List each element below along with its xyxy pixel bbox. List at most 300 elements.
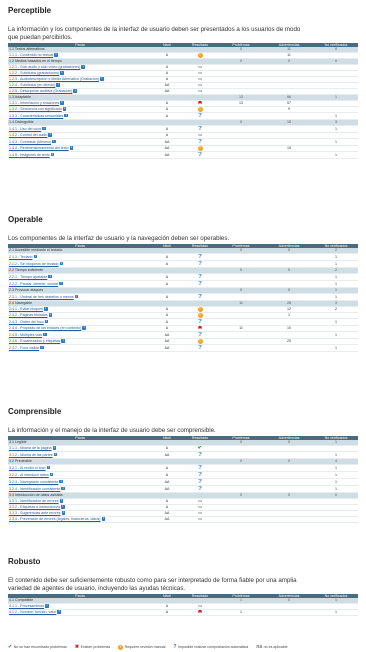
criterion-link[interactable]: 1.2.1 - Sólo audio y sólo vídeo (grabaciones): [9, 65, 81, 69]
section-description: [8, 427, 358, 435]
criterion-link[interactable]: 1.2.4 - Subtítulos (en directo): [9, 83, 56, 87]
info-icon[interactable]: i: [101, 76, 103, 81]
result-q-icon: ?: [198, 260, 202, 267]
legend-q-icon: ?: [173, 643, 177, 650]
info-icon[interactable]: i: [52, 151, 53, 156]
legend-label: Existen problemas: [80, 645, 111, 649]
criterion-unverified: 1: [314, 281, 358, 288]
group-name: 3.1 Legible: [8, 440, 152, 446]
result-not-applicable-icon: na: [198, 77, 202, 81]
result-q-icon: ?: [198, 331, 202, 338]
result-warn-icon: !: [199, 146, 201, 150]
criterion-warnings: 25: [264, 339, 314, 345]
group-warnings: 15: [264, 120, 314, 126]
result-fail-icon: ✖: [197, 100, 203, 106]
criterion-problems: [218, 517, 264, 523]
column-header: No verificados: [314, 594, 358, 598]
criterion-problems: [218, 332, 264, 339]
info-icon[interactable]: i: [58, 609, 60, 614]
criterion-warnings: 15: [264, 146, 314, 152]
criterion-unverified: 1: [314, 126, 358, 133]
group-warnings: 0: [264, 598, 314, 604]
info-icon[interactable]: i: [61, 70, 63, 75]
column-header: Pauta: [8, 244, 152, 248]
criterion-link[interactable]: 3.1.2 - Idioma de las partes: [9, 452, 53, 457]
criterion-level: A: [152, 113, 182, 120]
group-problems: 13: [218, 95, 264, 101]
criterion-level: A: [152, 71, 182, 77]
criterion-link[interactable]: 1.4.3 - Contraste (Mínimo): [9, 139, 51, 144]
group-warnings: 66: [264, 95, 314, 101]
criterion-level: AA: [152, 152, 182, 159]
criterion-problems: [218, 281, 264, 288]
info-icon[interactable]: i: [49, 312, 51, 317]
criterion-warnings: 10: [264, 326, 314, 332]
criterion-link[interactable]: 2.4.7 - Foco visible: [9, 345, 40, 350]
info-icon[interactable]: i: [43, 125, 45, 130]
criterion-level: A: [152, 281, 182, 288]
result-q-icon: ?: [198, 253, 202, 260]
criterion-link[interactable]: 2.2.2 - Pausar, detener, ocultar: [9, 281, 59, 286]
criterion-warnings: [264, 479, 314, 486]
group-unverified: 1: [314, 288, 358, 294]
criterion-name: [8, 610, 152, 616]
criterion-unverified: 1: [314, 113, 358, 120]
result-not-applicable-icon: na: [198, 517, 202, 521]
column-header: Advertencias: [264, 594, 314, 598]
criterion-name: [8, 139, 152, 146]
info-icon[interactable]: i: [55, 52, 57, 57]
criterion-unverified: 1: [314, 479, 358, 486]
criterion-level: A: [152, 77, 182, 83]
section-operable: [0, 215, 366, 352]
criterion-problems: [218, 479, 264, 486]
criterion-unverified: 1: [314, 452, 358, 459]
criterion-level: AA: [152, 511, 182, 517]
criterion-warnings: [264, 472, 314, 479]
info-icon[interactable]: i: [76, 293, 77, 298]
criterion-level: AA: [152, 139, 182, 146]
criterion-level: A: [152, 505, 182, 511]
info-icon[interactable]: i: [47, 464, 49, 469]
criterion-level: A: [152, 610, 182, 616]
criterion-level: AA: [152, 332, 182, 339]
criterion-row: [8, 294, 358, 301]
criterion-name: [8, 281, 152, 288]
column-header: Resultado: [182, 244, 218, 248]
criterion-warnings: [264, 261, 314, 268]
group-problems: 0: [218, 268, 264, 274]
info-icon[interactable]: i: [64, 106, 65, 111]
section-robusto: [0, 557, 366, 616]
criterion-unverified: 1: [314, 152, 358, 159]
criterion-link[interactable]: 2.4.6 - Encabezados y etiquetas: [9, 339, 61, 343]
criterion-link[interactable]: 3.2.2 - Al introducir datos: [9, 472, 49, 477]
criterion-row: [8, 152, 358, 159]
criterion-problems: [218, 274, 264, 281]
criterion-problems: [218, 319, 264, 326]
group-unverified: 2: [314, 248, 358, 254]
criterion-unverified: 1: [314, 345, 358, 352]
criterion-link[interactable]: 1.4.1 - Uso del color: [9, 126, 42, 131]
result-not-applicable-icon: na: [198, 89, 202, 93]
criterion-level: AA: [152, 345, 182, 352]
result-q-icon: ?: [198, 151, 202, 158]
criterion-result: [182, 274, 218, 281]
group-name: 4.1 Compatible: [8, 598, 152, 604]
group-name: 1.1 Textos alternativos: [8, 47, 152, 53]
criterion-name: [8, 452, 152, 459]
info-icon[interactable]: i: [82, 64, 84, 69]
info-icon[interactable]: i: [74, 88, 76, 93]
column-header: Problemas: [218, 436, 264, 440]
criterion-name: [8, 345, 152, 352]
group-unverified: 0: [314, 493, 358, 499]
criterion-link[interactable]: 2.3.1 - Umbral de tres destellos o menos: [9, 294, 74, 299]
criterion-name: [8, 274, 152, 281]
criterion-name: [8, 319, 152, 326]
criterion-problems: [218, 345, 264, 352]
criterion-link[interactable]: 2.1.2 - Sin bloqueos de teclado: [9, 261, 59, 266]
criterion-level: A: [152, 472, 182, 479]
criterion-warnings: 1: [264, 313, 314, 319]
column-header: Pauta: [8, 594, 152, 598]
criterion-warnings: 9: [264, 107, 314, 113]
criterion-unverified: 1: [314, 139, 358, 146]
criterion-link[interactable]: 3.2.3 - Navegación consistente: [9, 479, 59, 484]
criterion-link[interactable]: 2.4.4 - Propósito de los enlaces (en contexto): [9, 326, 82, 330]
info-icon[interactable]: i: [57, 82, 59, 87]
criterion-warnings: [264, 452, 314, 459]
info-icon[interactable]: i: [49, 132, 51, 137]
section-title: Comprensible: [8, 407, 62, 416]
criterion-link[interactable]: 3.3.4 - Prevención de errores (legales, financieros, datos): [9, 517, 101, 521]
criterion-level: A: [152, 126, 182, 133]
result-q-icon: ?: [198, 112, 202, 119]
group-name: 1.4 Distinguible: [8, 120, 152, 126]
criterion-level: A: [152, 261, 182, 268]
criterion-result: [182, 472, 218, 479]
legend-label: Imposible realizar comprobación automática: [177, 645, 249, 649]
info-icon[interactable]: i: [45, 306, 47, 311]
criterion-link[interactable]: 4.1.1 - Procesamiento: [9, 604, 45, 608]
criterion-problems: [218, 152, 264, 159]
result-not-applicable-icon: na: [198, 499, 202, 503]
result-warn-icon: !: [199, 339, 201, 343]
group-warnings: 28: [264, 301, 314, 307]
info-icon[interactable]: i: [60, 260, 62, 265]
criterion-link[interactable]: 3.3.2 - Etiquetas o instrucciones: [9, 505, 61, 509]
section-description-line: La información y los componentes de la interfaz de usuario deben ser presentados a los usuarios de modo: [8, 26, 301, 33]
column-header: Nivel: [152, 594, 182, 598]
group-name: 3.2 Predecible: [8, 459, 152, 465]
legend-not-applicable-icon: na: [256, 644, 263, 650]
criterion-level: A: [152, 307, 182, 313]
group-problems: 0: [218, 440, 264, 446]
legend-item: [118, 645, 165, 650]
info-icon[interactable]: i: [41, 344, 43, 349]
criterion-link[interactable]: 1.2.2 - Subtítulos (grabaciones): [9, 71, 60, 75]
criterion-result: [182, 281, 218, 288]
column-header: Resultado: [182, 436, 218, 440]
criterion-link[interactable]: 2.2.1 - Tiempo ajustable: [9, 274, 48, 279]
criterion-result: [182, 610, 218, 616]
criterion-link[interactable]: 2.1.1 - Teclado: [9, 254, 33, 259]
column-header: No verificados: [314, 244, 358, 248]
info-icon[interactable]: i: [44, 331, 46, 336]
column-header: Advertencias: [264, 436, 314, 440]
column-header: Resultado: [182, 43, 218, 47]
group-name: 1.2 Medios basados en el tiempo: [8, 59, 152, 65]
result-not-applicable-icon: na: [198, 65, 202, 69]
criterion-link[interactable]: 4.1.2 - Nombre, función, valor: [9, 610, 57, 614]
criterion-warnings: [264, 126, 314, 133]
group-unverified: 0: [314, 47, 358, 53]
group-problems: 0: [218, 248, 264, 254]
info-icon[interactable]: i: [60, 498, 62, 503]
criterion-row: [8, 332, 358, 339]
group-name: 2.3 Provocar ataques: [8, 288, 152, 294]
section-description-line: variedad de agentes de usuario, incluyendo las ayudas técnicas.: [8, 585, 186, 592]
criterion-link[interactable]: 2.4.1 - Evitar bloques: [9, 307, 43, 311]
result-fail-icon: ✖: [197, 609, 203, 615]
info-icon[interactable]: i: [53, 138, 55, 143]
info-icon[interactable]: i: [102, 516, 104, 521]
criterion-row: [8, 479, 358, 486]
result-not-applicable-icon: na: [198, 71, 202, 75]
info-icon[interactable]: i: [61, 100, 63, 105]
group-problems: 0: [218, 59, 264, 65]
group-name: 2.2 Tiempo suficiente: [8, 268, 152, 274]
criterion-warnings: [264, 332, 314, 339]
column-header: Advertencias: [264, 43, 314, 47]
criterion-link[interactable]: 1.3.3 - Características sensoriales: [9, 113, 64, 118]
criterion-row: [8, 465, 358, 472]
result-not-applicable-icon: na: [198, 133, 202, 137]
info-icon[interactable]: i: [65, 112, 67, 117]
column-header: Problemas: [218, 43, 264, 47]
criterion-level: A: [152, 65, 182, 71]
criterion-link[interactable]: 1.4.4 - Redimensionamiento del texto: [9, 146, 69, 150]
info-icon[interactable]: i: [62, 510, 64, 515]
info-icon[interactable]: i: [83, 325, 85, 330]
result-warn-icon: !: [199, 53, 201, 57]
criterion-warnings: [264, 254, 314, 261]
criterion-name: [8, 472, 152, 479]
group-unverified: 0: [314, 59, 358, 65]
legend-label: No se han encontrado problemas: [13, 645, 67, 649]
criterion-level: AA: [152, 479, 182, 486]
criterion-row: [8, 319, 358, 326]
criterion-name: [8, 126, 152, 133]
criterion-warnings: [264, 274, 314, 281]
column-header: Pauta: [8, 43, 152, 47]
criterion-level: A: [152, 133, 182, 139]
criterion-unverified: 1: [314, 465, 358, 472]
criterion-unverified: 1: [314, 319, 358, 326]
info-icon[interactable]: i: [60, 280, 62, 285]
info-icon[interactable]: i: [46, 318, 47, 323]
group-warnings: 0: [264, 459, 314, 465]
info-icon[interactable]: i: [62, 504, 64, 509]
result-fail-icon: ✖: [197, 325, 203, 331]
criterion-name: [8, 486, 152, 493]
legend-label: no es aplicable: [263, 645, 288, 649]
criterion-warnings: [264, 281, 314, 288]
result-q-icon: ?: [198, 293, 202, 300]
group-problems: 11: [218, 301, 264, 307]
column-header: Problemas: [218, 594, 264, 598]
criterion-warnings: [264, 152, 314, 159]
result-q-icon: ?: [198, 344, 202, 351]
criterion-warnings: 57: [264, 101, 314, 107]
criterion-row: [8, 126, 358, 133]
info-icon[interactable]: i: [53, 445, 55, 450]
result-not-applicable-icon: na: [198, 505, 202, 509]
criterion-link[interactable]: 1.4.2 - Control del audio: [9, 133, 48, 137]
criterion-level: A: [152, 254, 182, 261]
legend-warn-icon: !: [119, 644, 122, 649]
criterion-level: A: [152, 313, 182, 319]
criterion-link[interactable]: 3.3.3 - Sugerencias ante errores: [9, 511, 61, 515]
info-icon[interactable]: i: [62, 338, 64, 343]
group-unverified: 1: [314, 598, 358, 604]
info-icon[interactable]: i: [70, 145, 72, 150]
result-not-applicable-icon: na: [198, 604, 202, 608]
group-unverified: 2: [314, 268, 358, 274]
criterion-level: AA: [152, 517, 182, 523]
criterion-level: AA: [152, 486, 182, 493]
criterion-link[interactable]: 1.1.1 - Contenido no textual: [9, 53, 54, 57]
criterion-result: [182, 261, 218, 268]
criterion-result: [182, 465, 218, 472]
section-description-line: El contenido debe ser suficientemente robusto como para ser interpretado de forma fiable por una amplia: [8, 577, 297, 584]
criterion-result: [182, 517, 218, 523]
result-q-icon: ?: [198, 478, 202, 485]
info-icon[interactable]: i: [51, 471, 52, 476]
criterion-warnings: [264, 465, 314, 472]
legend-item: [173, 645, 248, 650]
column-header: Nivel: [152, 244, 182, 248]
group-name: 3.3 Introducción de datos asistida: [8, 493, 152, 499]
column-header: Problemas: [218, 244, 264, 248]
criterion-row: [8, 281, 358, 288]
criterion-name: [8, 479, 152, 486]
section-title: Perceptible: [8, 6, 52, 15]
info-icon[interactable]: i: [49, 273, 51, 278]
criterion-link[interactable]: 1.2.5 - Descripción auditiva (Grabación): [9, 89, 73, 93]
criterion-unverified: [314, 517, 358, 523]
guideline-table: [8, 244, 358, 352]
criterion-result: [182, 452, 218, 459]
result-warn-icon: !: [199, 307, 201, 311]
criterion-link[interactable]: 2.4.3 - Orden del foco: [9, 319, 44, 324]
column-header: Pauta: [8, 436, 152, 440]
criterion-link[interactable]: 3.2.4 - Identificación consistente: [9, 486, 61, 491]
criterion-link[interactable]: 1.2.3 - Audiodescripción o Medio Alternativo (Grabación): [9, 77, 99, 81]
criterion-link[interactable]: 1.3.1 - Información y relaciones: [9, 101, 60, 105]
section-description-line: que puedan percibirlos.: [8, 34, 73, 41]
group-unverified: 1: [314, 440, 358, 446]
criterion-link[interactable]: 2.4.5 - Múltiples vías: [9, 332, 42, 337]
criterion-result: [182, 254, 218, 261]
result-q-icon: ?: [198, 318, 202, 325]
criterion-row: [8, 345, 358, 352]
section-title: Robusto: [8, 557, 41, 566]
criterion-name: [8, 465, 152, 472]
criterion-unverified: 2: [314, 307, 358, 313]
criterion-warnings: [264, 319, 314, 326]
criterion-unverified: 1: [314, 294, 358, 301]
info-icon[interactable]: i: [34, 253, 36, 258]
criterion-result: [182, 139, 218, 146]
section-perceptible: [0, 6, 366, 159]
section-description: [8, 235, 358, 243]
criterion-problems: [218, 261, 264, 268]
section-comprensible: [0, 407, 366, 523]
criterion-row: [8, 139, 358, 146]
info-icon[interactable]: i: [54, 451, 56, 456]
criterion-row: [8, 472, 358, 479]
criterion-link[interactable]: 3.3.1 - Identificación de errores: [9, 499, 59, 503]
result-legend: [8, 643, 358, 651]
criterion-name: [8, 332, 152, 339]
criterion-name: [8, 517, 152, 523]
criterion-link[interactable]: 3.1.1 - Idioma de la página: [9, 446, 52, 450]
guideline-table: [8, 594, 358, 616]
section-description-line: La información y el manejo de la interfaz de usuario debe ser comprensible.: [8, 427, 216, 434]
criterion-level: A: [152, 499, 182, 505]
criterion-problems: [218, 113, 264, 120]
criterion-level: AA: [152, 452, 182, 459]
result-not-applicable-icon: na: [198, 511, 202, 515]
criterion-level: A: [152, 446, 182, 452]
criterion-link[interactable]: 1.4.5 - Imágenes de texto: [9, 152, 50, 157]
criterion-problems: [218, 465, 264, 472]
criterion-warnings: [264, 517, 314, 523]
criterion-name: [8, 294, 152, 301]
result-q-icon: ?: [198, 451, 202, 458]
group-problems: 0: [218, 288, 264, 294]
criterion-link[interactable]: 1.3.2 - Secuencia con significado: [9, 107, 62, 111]
criterion-problems: [218, 294, 264, 301]
result-q-icon: ?: [198, 471, 202, 478]
info-icon[interactable]: i: [60, 478, 62, 483]
section-description: [8, 577, 358, 593]
info-icon[interactable]: i: [46, 603, 48, 608]
criterion-link[interactable]: 3.2.1 - Al recibir el foco: [9, 465, 46, 470]
column-header: Nivel: [152, 43, 182, 47]
group-name: 2.4 Navegable: [8, 301, 152, 307]
criterion-level: A: [152, 101, 182, 107]
criterion-unverified: 1: [314, 261, 358, 268]
group-warnings: 11: [264, 47, 314, 53]
criterion-level: AA: [152, 89, 182, 95]
criterion-level: A: [152, 274, 182, 281]
criterion-warnings: 11: [264, 53, 314, 59]
criterion-level: A: [152, 319, 182, 326]
criterion-warnings: 12: [264, 307, 314, 313]
result-q-icon: ?: [198, 138, 202, 145]
legend-label: Requiere revisión manual: [124, 645, 166, 649]
criterion-problems: [218, 486, 264, 493]
criterion-result: [182, 294, 218, 301]
criterion-link[interactable]: 2.4.2 - Páginas titulados: [9, 313, 48, 317]
group-warnings: 0: [264, 440, 314, 446]
info-icon[interactable]: i: [62, 485, 64, 490]
section-description: [8, 26, 358, 42]
criterion-name: [8, 254, 152, 261]
